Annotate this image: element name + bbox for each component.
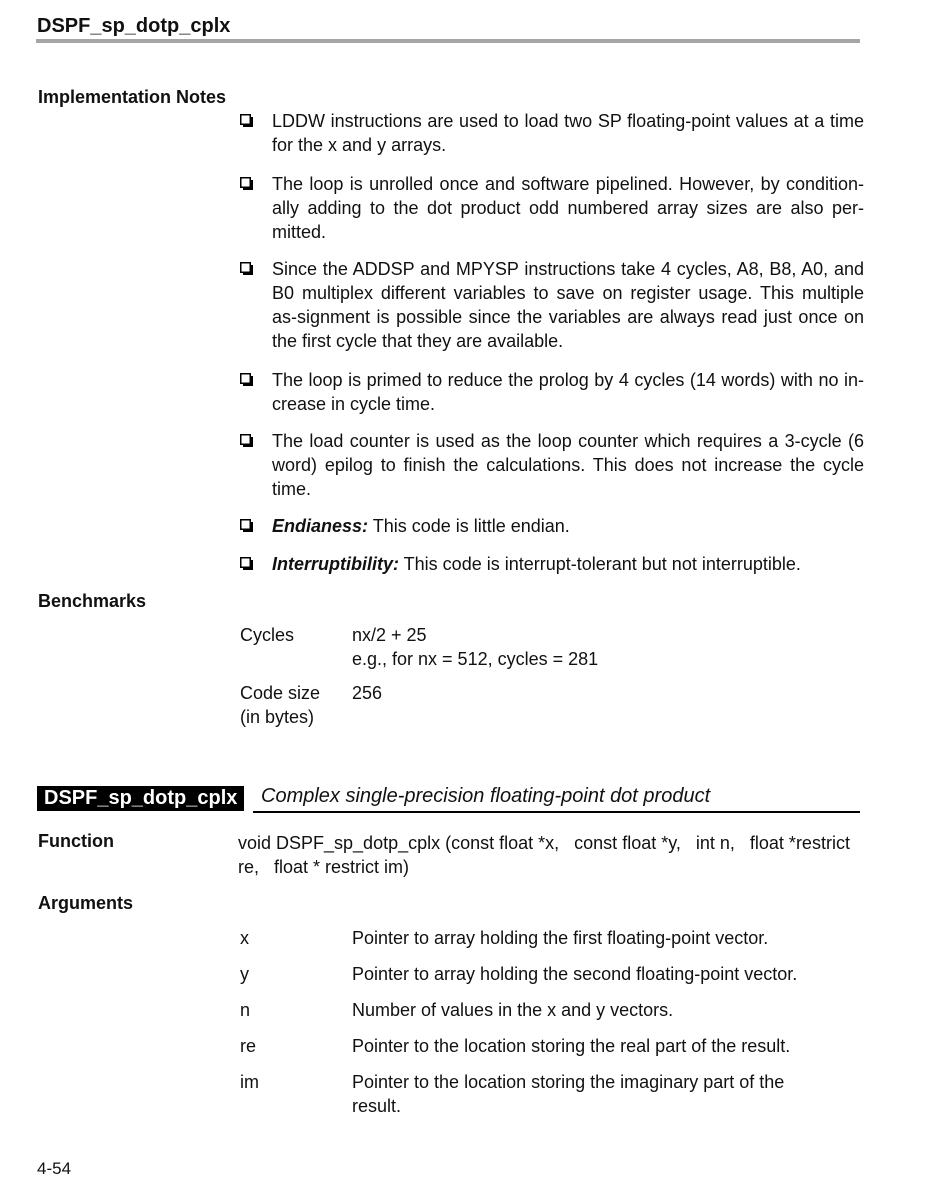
cycles-value: nx/2 + 25 (352, 625, 427, 645)
benchmarks-heading: Benchmarks (38, 591, 147, 611)
argument-name: im (240, 1072, 259, 1092)
argument-description: Pointer to the location storing the imaginary part of the (352, 1072, 785, 1092)
checkbox-bullet-icon (240, 519, 253, 532)
bullet-text: The loop is unrolled once and software pipelined. However, by condition-ally adding to the dot product odd numbered array sizes are also per-mitted. (272, 174, 864, 242)
bullet-item (240, 552, 864, 576)
bullet-item (240, 109, 864, 157)
codesize-sub-label: (in bytes) (240, 707, 315, 727)
bullet-item (240, 429, 864, 501)
function-description: Complex single-precision floating-point dot product (261, 785, 711, 807)
argument-name: n (240, 1000, 251, 1020)
header-rule (36, 39, 860, 43)
checkbox-bullet-icon (240, 177, 253, 190)
argument-name: x (240, 928, 249, 948)
arguments-heading: Arguments (38, 893, 134, 913)
interruptibility-label: Interruptibility: (272, 554, 399, 574)
page-header-title: DSPF_sp_dotp_cplx (37, 15, 231, 37)
implementation-notes-heading: Implementation Notes (38, 87, 227, 107)
cycles-example: e.g., for nx = 512, cycles = 281 (352, 649, 599, 669)
endianess-label: Endianess: (272, 516, 369, 536)
function-heading: Function (38, 831, 114, 851)
checkbox-bullet-icon (240, 114, 253, 127)
interruptibility-text: This code is interrupt-tolerant but not interruptible. (399, 554, 801, 574)
bullet-text: LDDW instructions are used to load two SP floating-point values at a time for the x and y arrays. (272, 111, 864, 155)
bullet-item (240, 172, 864, 244)
bullet-item (240, 257, 864, 353)
function-signature-line1: void DSPF_sp_dotp_cplx (const float *x, const float *y, int n, float *restrict (238, 833, 850, 853)
argument-description: Pointer to array holding the first floating-point vector. (352, 928, 769, 948)
page-number: 4-54 (37, 1159, 72, 1178)
argument-description: Pointer to the location storing the real part of the result. (352, 1036, 791, 1056)
bullet-text: The loop is primed to reduce the prolog by 4 cycles (14 words) with no in-crease in cycle time. (272, 370, 864, 414)
bullet-text: Since the ADDSP and MPYSP instructions take 4 cycles, A8, B8, A0, and B0 multiplex different variables to save on register usage. This multiple as-signment is possible since the variables are always read just once on the first cycle that they are available. (272, 259, 864, 351)
cycles-label: Cycles (240, 625, 295, 645)
bullet-text (272, 552, 864, 576)
banner-rule (253, 811, 860, 813)
function-name-banner: DSPF_sp_dotp_cplx (37, 786, 244, 811)
argument-name: y (240, 964, 249, 984)
bullet-item (240, 368, 864, 416)
checkbox-bullet-icon (240, 557, 253, 570)
bullet-text: The load counter is used as the loop counter which requires a 3-cycle (6 word) epilog to finish the calculations. This does not increase the cycle time. (272, 431, 864, 499)
checkbox-bullet-icon (240, 262, 253, 275)
checkbox-bullet-icon (240, 373, 253, 386)
argument-description-continued: result. (352, 1096, 402, 1116)
bullet-item (240, 514, 864, 538)
argument-name: re (240, 1036, 257, 1056)
checkbox-bullet-icon (240, 434, 253, 447)
endianess-text: This code is little endian. (368, 516, 570, 536)
argument-description: Pointer to array holding the second floating-point vector. (352, 964, 798, 984)
function-signature-line2: re, float * restrict im) (238, 857, 410, 877)
codesize-value: 256 (352, 683, 383, 703)
argument-description: Number of values in the x and y vectors. (352, 1000, 674, 1020)
bullet-text (272, 514, 864, 538)
codesize-label: Code size (240, 683, 321, 703)
